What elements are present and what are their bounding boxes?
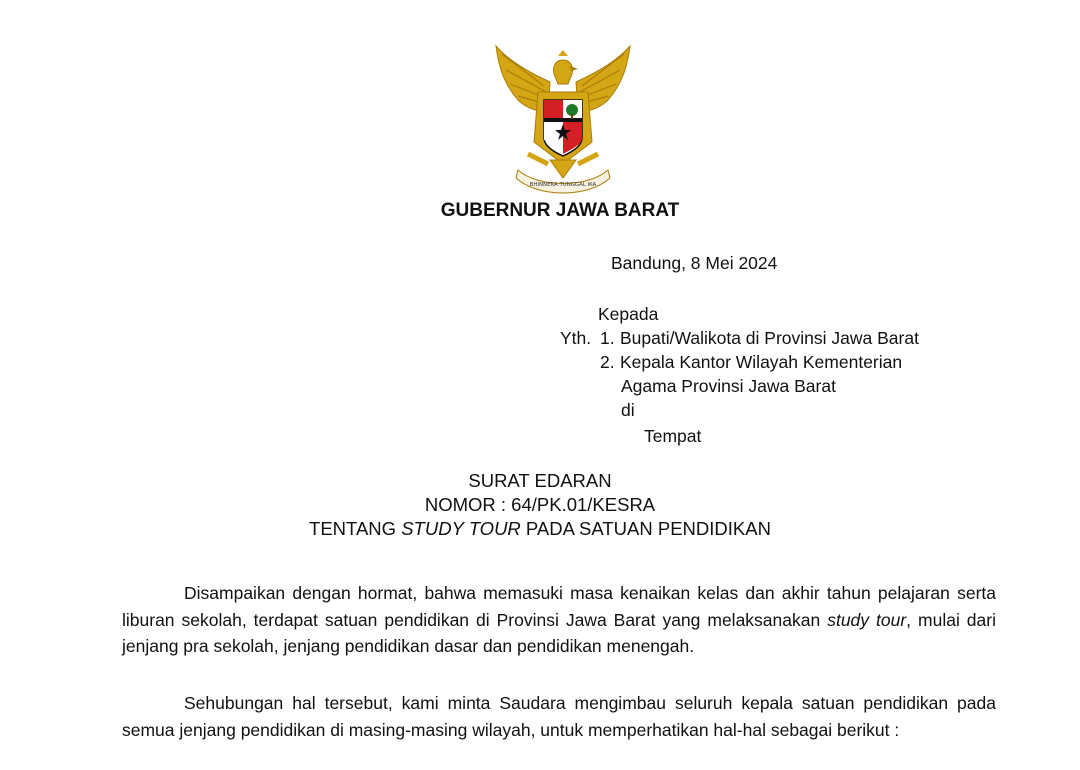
circular-subject bbox=[0, 517, 1080, 541]
body-paragraph-2: Sehubungan hal tersebut, kami minta Saudara mengimbau seluruh kepala satuan pendidikan pada semua jenjang pendidikan di masing-masing wilayah, untuk memperhatikan hal-hal sebagai berikut : bbox=[122, 693, 996, 740]
addressee-item2-line2: Agama Provinsi Jawa Barat bbox=[621, 376, 836, 396]
date-line: Bandung, 8 Mei 2024 bbox=[611, 253, 778, 273]
addressee-tempat: Tempat bbox=[644, 426, 702, 446]
body-paragraph-1 bbox=[122, 580, 996, 660]
p1-italic: study tour bbox=[827, 609, 907, 630]
p1-text-b: , mulai dari jenjang pra sekolah, jenjang pendidikan dasar dan pendidikan menengah. bbox=[122, 609, 996, 656]
addressee-yth: Yth. bbox=[560, 328, 592, 348]
motto-text: BHINNEKA TUNGGAL IKA bbox=[529, 182, 597, 188]
addressee-item2-number: 2. bbox=[600, 352, 615, 372]
addressee-item2-line1: Kepala Kantor Wilayah Kementerian bbox=[620, 352, 903, 372]
office-heading: GUBERNUR JAWA BARAT bbox=[440, 200, 680, 221]
subject-suffix: PADA SATUAN PENDIDIKAN bbox=[520, 518, 771, 539]
addressee-intro: Kepada bbox=[598, 304, 659, 324]
subject-prefix: TENTANG bbox=[309, 518, 402, 539]
circular-title: SURAT EDARAN bbox=[468, 470, 612, 491]
addressee-di: di bbox=[621, 400, 635, 420]
addressee-item1: Bupati/Walikota di Provinsi Jawa Barat bbox=[620, 328, 919, 348]
circular-number: NOMOR : 64/PK.01/KESRA bbox=[424, 494, 656, 515]
p1-text-a: Disampaikan dengan hormat, bahwa memasuki masa kenaikan kelas dan akhir tahun pelajaran serta liburan sekolah, terdapat satuan pendidikan di Provinsi Jawa Barat yang melaksanakan bbox=[122, 583, 996, 630]
addressee-item1-number: 1. bbox=[600, 328, 615, 348]
subject-italic: STUDY TOUR bbox=[401, 518, 521, 539]
garuda-pancasila-emblem bbox=[488, 42, 638, 200]
